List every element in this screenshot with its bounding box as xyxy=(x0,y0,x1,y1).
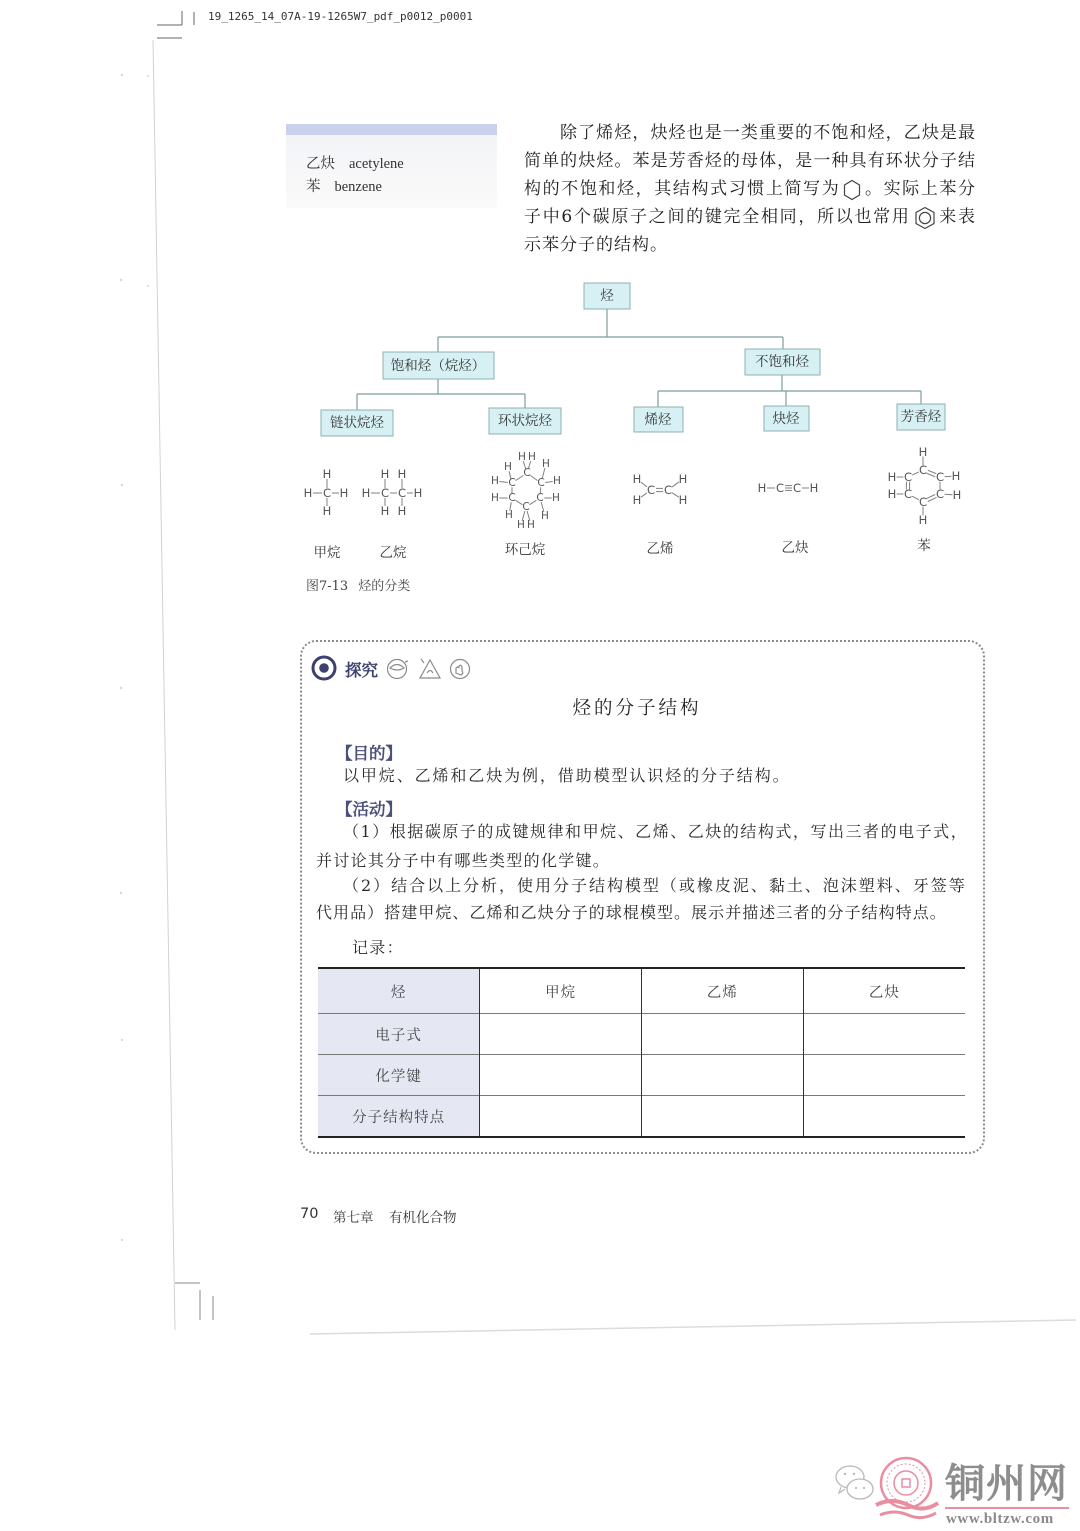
atom-label: C xyxy=(918,463,928,477)
node-label: 芳香烃 xyxy=(900,409,942,425)
atom-label: C xyxy=(935,487,945,501)
margin-line xyxy=(153,40,175,1330)
molecule-name-benzene: 苯 xyxy=(917,538,931,554)
atom-label: C xyxy=(523,467,531,479)
tree-node-saturated xyxy=(383,352,494,379)
atom-label: H xyxy=(322,504,332,518)
glossary-term xyxy=(306,175,382,196)
molecule-ethylene-structure xyxy=(633,472,688,507)
goggles-icon xyxy=(388,660,409,679)
term-chinese: 苯 xyxy=(306,179,321,195)
table-cell-blank xyxy=(480,1096,642,1138)
figure-caption xyxy=(306,575,410,594)
site-stamp-logo xyxy=(874,1455,940,1525)
watermark-site-name: 铜州网 xyxy=(945,1461,1068,1507)
table-row xyxy=(318,1055,965,1096)
side-note-bar xyxy=(286,124,497,135)
atom-label: H xyxy=(918,513,928,527)
tree-node-alkene xyxy=(634,407,683,432)
node-label: 烯烃 xyxy=(644,412,672,428)
atom-label: C xyxy=(792,481,802,495)
atom-label: H xyxy=(518,451,526,463)
wechat-icon xyxy=(833,1460,877,1506)
line-text: 构的不饱和烃，其结构式习惯上简写为 xyxy=(524,179,841,199)
molecule-ethane-structure xyxy=(362,467,423,518)
tree-node-alkyne xyxy=(764,406,809,431)
atom-label: H xyxy=(918,445,928,459)
atom-label: C xyxy=(935,470,945,484)
tree-node-unsaturated xyxy=(745,349,820,375)
node-label: 不饱和烃 xyxy=(755,354,809,370)
paragraph-line xyxy=(524,203,976,231)
table-cell-blank xyxy=(480,1014,642,1055)
double-bond xyxy=(927,473,935,476)
scan-specks xyxy=(120,74,149,1241)
atom-label: H xyxy=(397,504,407,518)
term-chinese: 乙炔 xyxy=(306,156,335,172)
node-label: 环状烷烃 xyxy=(498,413,552,429)
table-header-row xyxy=(318,968,965,1014)
figure-caption-text: 烃的分类 xyxy=(358,579,411,594)
atom-label: H xyxy=(303,486,313,500)
atom-label: H xyxy=(553,475,561,487)
atom-label: H xyxy=(952,488,962,502)
scan-file-name: 19_1265_14_07A-19-1265W7_pdf_p0012_p0001 xyxy=(208,10,473,23)
atom-label: C xyxy=(536,492,544,504)
purpose-heading: 【目的】 xyxy=(336,744,402,763)
atom-label: H xyxy=(678,493,688,507)
single-bond xyxy=(912,472,919,475)
page-edge-shadow xyxy=(310,1320,1076,1334)
table-cell-blank xyxy=(803,1055,965,1096)
paragraph-line xyxy=(524,175,976,203)
single-bond xyxy=(545,482,552,483)
tree-node-cyclic-alkane xyxy=(489,408,561,434)
atom-label: H xyxy=(542,458,550,470)
atom-label: H xyxy=(951,469,961,483)
line-text: 来表 xyxy=(938,207,976,227)
atom-label: C xyxy=(903,487,913,501)
atom-label: H xyxy=(361,486,371,500)
atom-label: H xyxy=(887,487,897,501)
crop-marks-bottom xyxy=(175,1283,213,1320)
atom-label: H xyxy=(887,470,897,484)
molecule-name-ethylene: 乙烯 xyxy=(646,541,674,557)
table-row-label: 化学键 xyxy=(318,1055,480,1096)
tree-node-root xyxy=(584,283,630,309)
atom-label: H xyxy=(528,451,536,463)
table-header-cell: 烃 xyxy=(318,968,480,1014)
table-header-cell: 乙烯 xyxy=(642,968,804,1014)
atom-label: H xyxy=(380,504,390,518)
atom-label: H xyxy=(491,492,499,504)
line-text: 子中6个碳原子之间的键完全相同，所以也常用 xyxy=(524,207,911,227)
watermark-underline xyxy=(945,1507,1069,1509)
atom-label: C xyxy=(663,483,673,497)
table-header-cell: 乙炔 xyxy=(803,968,965,1014)
node-label: 链状烷烃 xyxy=(330,415,384,431)
molecule-methane-structure xyxy=(304,467,349,518)
atom-label: H xyxy=(809,481,819,495)
inquiry-badge-label: 探究 xyxy=(345,661,378,680)
atom-label: C xyxy=(918,495,928,509)
table-row-label: 分子结构特点 xyxy=(318,1096,480,1138)
chapter-title: 有机化合物 xyxy=(389,1210,457,1226)
atom-label: H xyxy=(527,519,535,531)
molecule-cyclohexane-structure xyxy=(491,451,561,531)
structural-formulas xyxy=(304,445,962,531)
table-cell-blank xyxy=(642,1014,804,1055)
term-english: benzene xyxy=(334,179,382,195)
single-bond xyxy=(516,475,524,480)
activity-step-1-line: 并讨论其分子中有哪些类型的化学键。 xyxy=(316,851,611,870)
molecule-benzene-structure xyxy=(888,445,962,527)
line-text: 。实际上苯分 xyxy=(864,179,977,199)
atom-label: H xyxy=(505,509,513,521)
benzene-ring-circle-icon xyxy=(914,206,936,230)
benzene-hexagon-icon xyxy=(843,179,861,201)
activity-step-1-line: （1）根据碳原子的成键规律和甲烷、乙烯、乙炔的结构式，写出三者的电子式， xyxy=(343,822,968,841)
atom-label: C xyxy=(522,501,530,513)
hand-protection-icon xyxy=(451,660,470,679)
watermark-url: www.bltzw.com xyxy=(946,1511,1054,1527)
record-label: 记录： xyxy=(352,938,404,957)
safety-icons xyxy=(385,656,475,682)
single-bond xyxy=(499,482,507,483)
atom-label: H xyxy=(517,519,525,531)
table-row xyxy=(318,1096,965,1138)
atom-label: H xyxy=(504,461,512,473)
figure-number: 图7-13 xyxy=(306,579,349,594)
activity-step-2-line: 代用品）搭建甲烷、乙烯和乙炔分子的球棍模型。展示并描述三者的分子结构特点。 xyxy=(316,903,947,922)
molecule-name-ethane: 乙烷 xyxy=(379,545,407,561)
table-cell-blank xyxy=(803,1096,965,1138)
atom-label: H xyxy=(541,510,549,522)
atom-label: C xyxy=(508,492,516,504)
table-cell-blank xyxy=(642,1096,804,1138)
molecule-names xyxy=(314,538,932,561)
atom-label: H xyxy=(632,472,642,486)
atom-label: H xyxy=(380,467,390,481)
atom-label: H xyxy=(491,475,499,487)
table-row-label: 电子式 xyxy=(318,1014,480,1055)
atom-label: C xyxy=(537,477,545,489)
table-cell-blank xyxy=(803,1014,965,1055)
atom-label: C xyxy=(322,486,332,500)
molecule-acetylene-structure xyxy=(758,481,819,495)
record-table xyxy=(318,967,965,1138)
atom-label: C xyxy=(903,470,913,484)
atom-label: C xyxy=(646,483,656,497)
node-label: 炔烃 xyxy=(772,411,800,427)
table-header-cell: 甲烷 xyxy=(480,968,642,1014)
heat-warning-icon xyxy=(420,659,440,678)
node-label: 烃 xyxy=(600,288,614,304)
paragraph-line: 示苯分子的结构。 xyxy=(524,235,668,255)
atom-label: C xyxy=(397,486,407,500)
atom-label: C xyxy=(380,486,390,500)
atom-label: H xyxy=(678,472,688,486)
double-bond xyxy=(926,495,935,499)
atom-label: H xyxy=(397,467,407,481)
atom-label: H xyxy=(757,481,767,495)
purpose-text: 以甲烷、乙烯和乙炔为例，借助模型认识烃的分子结构。 xyxy=(343,766,791,785)
activity-heading: 【活动】 xyxy=(336,800,402,819)
term-english: acetylene xyxy=(349,156,404,172)
side-note-glossary xyxy=(286,135,497,208)
molecule-name-cyclohexane: 环己烷 xyxy=(504,542,546,558)
tree-node-aromatic xyxy=(897,404,945,430)
page-number: 70 xyxy=(300,1206,319,1222)
table-cell-blank xyxy=(642,1055,804,1096)
single-bond xyxy=(912,496,919,500)
atom-label: H xyxy=(552,492,560,504)
hydrocarbon-classification-figure xyxy=(280,270,980,610)
node-label: 饱和烃（烷烃） xyxy=(390,358,486,374)
atom-label: C xyxy=(508,477,516,489)
tree-node-chain-alkane xyxy=(321,410,393,436)
target-icon xyxy=(311,655,337,681)
glossary-term xyxy=(306,152,404,173)
atom-label: C xyxy=(775,481,785,495)
atom-label: H xyxy=(322,467,332,481)
activity-step-2-line: （2）结合以上分析，使用分子结构模型（或橡皮泥、黏土、泡沫塑料、牙签等 xyxy=(343,876,966,895)
table-cell-blank xyxy=(480,1055,642,1096)
atom-label: H xyxy=(339,486,349,500)
table-row xyxy=(318,1014,965,1055)
atom-label: H xyxy=(413,486,423,500)
crop-marks-top xyxy=(157,11,194,38)
molecule-name-methane: 甲烷 xyxy=(313,545,341,561)
atom-label: H xyxy=(632,493,642,507)
intro-paragraph xyxy=(524,119,976,259)
paragraph-line: 除了烯烃，炔烃也是一类重要的不饱和烃，乙炔是最 xyxy=(560,123,976,143)
inquiry-title: 烃的分子结构 xyxy=(572,698,702,719)
chapter-label: 第七章 xyxy=(333,1210,374,1226)
paragraph-line: 简单的炔烃。苯是芳香烃的母体，是一种具有环状分子结 xyxy=(524,151,976,171)
molecule-name-acetylene: 乙炔 xyxy=(781,540,809,556)
